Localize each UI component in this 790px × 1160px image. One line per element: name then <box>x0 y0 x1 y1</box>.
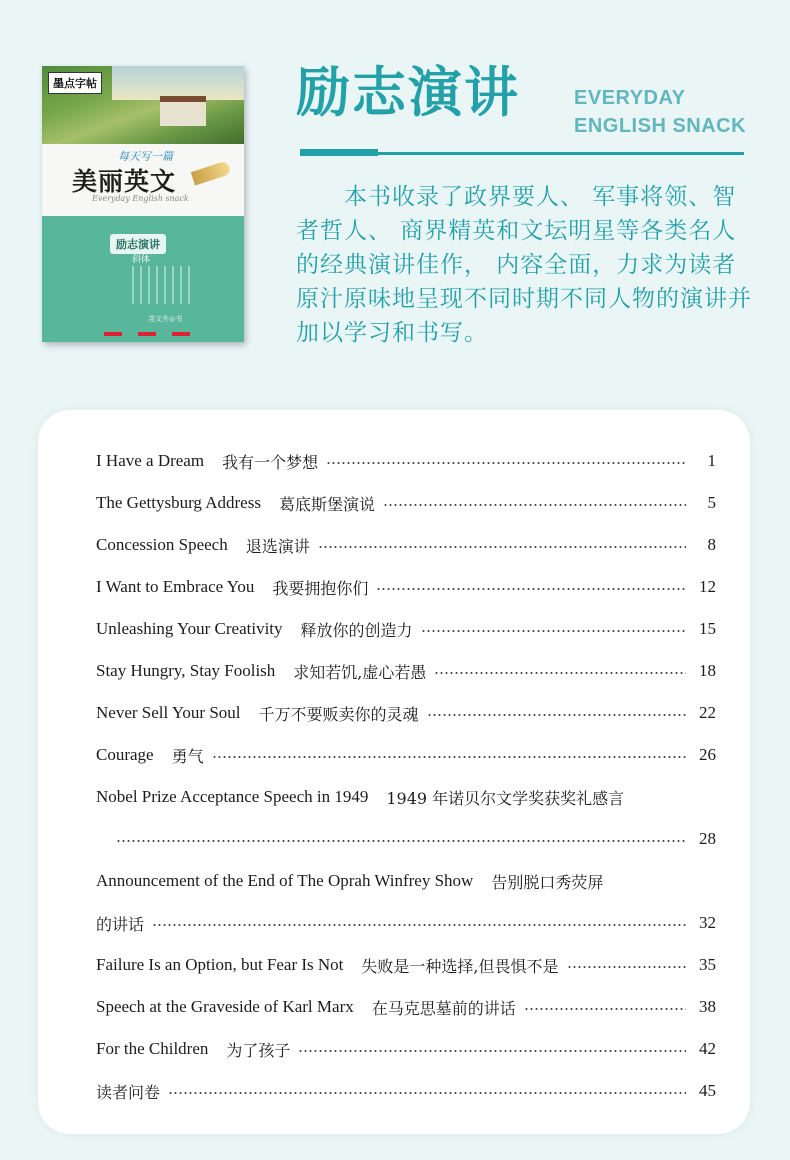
toc-leader-dots <box>326 462 686 464</box>
intro-paragraph: 本书收录了政界要人、 军事将领、智者哲人、 商界精英和文坛明星等各类名人的经典演讲佳作， 内容全面，力求为读者原汁原味地呈现不同时期不同人物的演讲并加以学习和书写。 <box>296 184 752 346</box>
toc-entry-page: 5 <box>707 493 716 512</box>
toc-entry-title-en: Stay Hungry, Stay Foolish <box>96 661 276 680</box>
page-title: 励志演讲 <box>296 61 520 124</box>
toc-entry-title-zh: 退选演讲 <box>245 536 310 556</box>
toc-entry-title-en: The Gettysburg Address <box>96 493 261 512</box>
toc-leader-dots <box>421 630 686 632</box>
toc-entry-page: 15 <box>699 619 716 638</box>
toc-leader-dots <box>116 840 686 842</box>
toc-list <box>96 440 716 1112</box>
toc-entry-title-en: I Want to Embrace You <box>96 577 255 596</box>
toc-entry-page: 26 <box>699 745 716 764</box>
toc-leader-dots <box>318 546 686 548</box>
toc-entry-title-zh: 葛底斯堡演说 <box>278 494 375 514</box>
toc-entry-title-en: Courage <box>96 745 154 764</box>
cover-title: 美丽英文 <box>72 167 177 196</box>
toc-entry-title-zh: 告别脱口秀荧屏 <box>491 872 604 892</box>
toc-entry-title-zh: 千万不要贩卖你的灵魂 <box>258 704 419 724</box>
toc-entry-title-zh: 释放你的创造力 <box>300 620 413 640</box>
toc-entry[interactable] <box>96 566 716 608</box>
toc-entry[interactable] <box>96 650 716 692</box>
toc-entry-page: 18 <box>699 661 716 680</box>
toc-entry[interactable] <box>96 440 716 482</box>
toc-entry-continuation[interactable] <box>96 902 716 944</box>
book-cover-image <box>42 66 244 342</box>
toc-entry[interactable] <box>96 860 716 902</box>
toc-leader-dots <box>376 588 686 590</box>
toc-entry[interactable] <box>96 482 716 524</box>
toc-entry[interactable] <box>96 1028 716 1070</box>
toc-leader-dots <box>383 504 686 506</box>
toc-entry-title-en: Failure Is an Option, but Fear Is Not <box>96 955 344 974</box>
cover-author: 尧文卉◎书 <box>148 315 183 323</box>
toc-entry-title-zh: 我有一个梦想 <box>222 452 319 472</box>
cover-subtitle: Everyday English snack <box>92 194 189 203</box>
toc-entry[interactable] <box>96 608 716 650</box>
toc-entry-title-en: Concession Speech <box>96 535 228 554</box>
toc-leader-dots <box>434 672 686 674</box>
toc-entry[interactable] <box>96 734 716 776</box>
toc-entry-title-en: Speech at the Graveside of Karl Marx <box>96 997 354 1016</box>
toc-entry-title-en: I Have a Dream <box>96 451 205 470</box>
toc-entry-title-zh: 读者问卷 <box>96 1082 161 1102</box>
toc-leader-dots <box>298 1050 686 1052</box>
toc-entry[interactable] <box>96 986 716 1028</box>
toc-entry-page: 38 <box>699 997 716 1016</box>
cover-badge-sub: 斜体 <box>132 255 151 265</box>
toc-entry-title-zh: 勇气 <box>171 746 204 766</box>
toc-entry[interactable] <box>96 692 716 734</box>
toc-entry-page: 42 <box>699 1039 716 1058</box>
toc-entry-title-zh: 求知若饥,虚心若愚 <box>293 662 427 682</box>
cover-badge: 励志演讲 <box>110 234 166 254</box>
toc-entry[interactable] <box>96 1070 716 1112</box>
cover-decorative-lines <box>132 266 192 304</box>
toc-leader-dots <box>212 756 686 758</box>
toc-entry-page: 22 <box>699 703 716 722</box>
toc-entry-page: 35 <box>699 955 716 974</box>
toc-entry-continuation[interactable] <box>96 818 716 860</box>
toc-entry-page: 45 <box>699 1081 716 1100</box>
toc-entry-title-zh: 1949 年诺贝尔文学奖获奖礼感言 <box>386 788 625 808</box>
cover-sky <box>112 66 244 100</box>
toc-entry[interactable] <box>96 776 716 818</box>
toc-leader-dots <box>427 714 686 716</box>
cover-house <box>160 96 206 126</box>
toc-leader-dots <box>567 966 687 968</box>
toc-leader-dots <box>168 1092 686 1094</box>
toc-leader-dots <box>152 924 686 926</box>
page-subtitle-en: EVERYDAY ENGLISH SNACK <box>574 87 747 137</box>
cover-daily-text: 每天写一篇 <box>118 150 173 163</box>
toc-entry-page: 8 <box>707 535 716 554</box>
toc-entry-title-zh: 我要拥抱你们 <box>272 578 369 598</box>
toc-entry-title-zh-cont: 的讲话 <box>96 914 145 934</box>
toc-entry-page: 28 <box>699 829 716 848</box>
toc-card <box>38 410 750 1134</box>
toc-entry-title-en: Unleashing Your Creativity <box>96 619 283 638</box>
cover-brand-logo: 墨点字帖 <box>48 72 102 94</box>
toc-entry-title-en: For the Children <box>96 1039 209 1058</box>
toc-entry-title-en: Nobel Prize Acceptance Speech in 1949 <box>96 787 369 806</box>
toc-entry-title-en: Never Sell Your Soul <box>96 703 241 722</box>
toc-entry-page: 32 <box>699 913 716 932</box>
divider-line <box>300 152 744 155</box>
toc-entry-title-zh: 失败是一种选择,但畏惧不是 <box>361 956 559 976</box>
toc-entry[interactable] <box>96 944 716 986</box>
toc-entry-title-zh: 为了孩子 <box>226 1040 291 1060</box>
toc-entry-page: 1 <box>707 451 716 470</box>
toc-entry-title-en: Announcement of the End of The Oprah Winfrey Show <box>96 871 474 890</box>
cover-publisher-logos <box>104 332 194 336</box>
toc-entry-title-zh: 在马克思墓前的讲话 <box>371 998 516 1018</box>
toc-leader-dots <box>524 1008 686 1010</box>
toc-entry-page: 12 <box>699 577 716 596</box>
toc-entry[interactable] <box>96 524 716 566</box>
